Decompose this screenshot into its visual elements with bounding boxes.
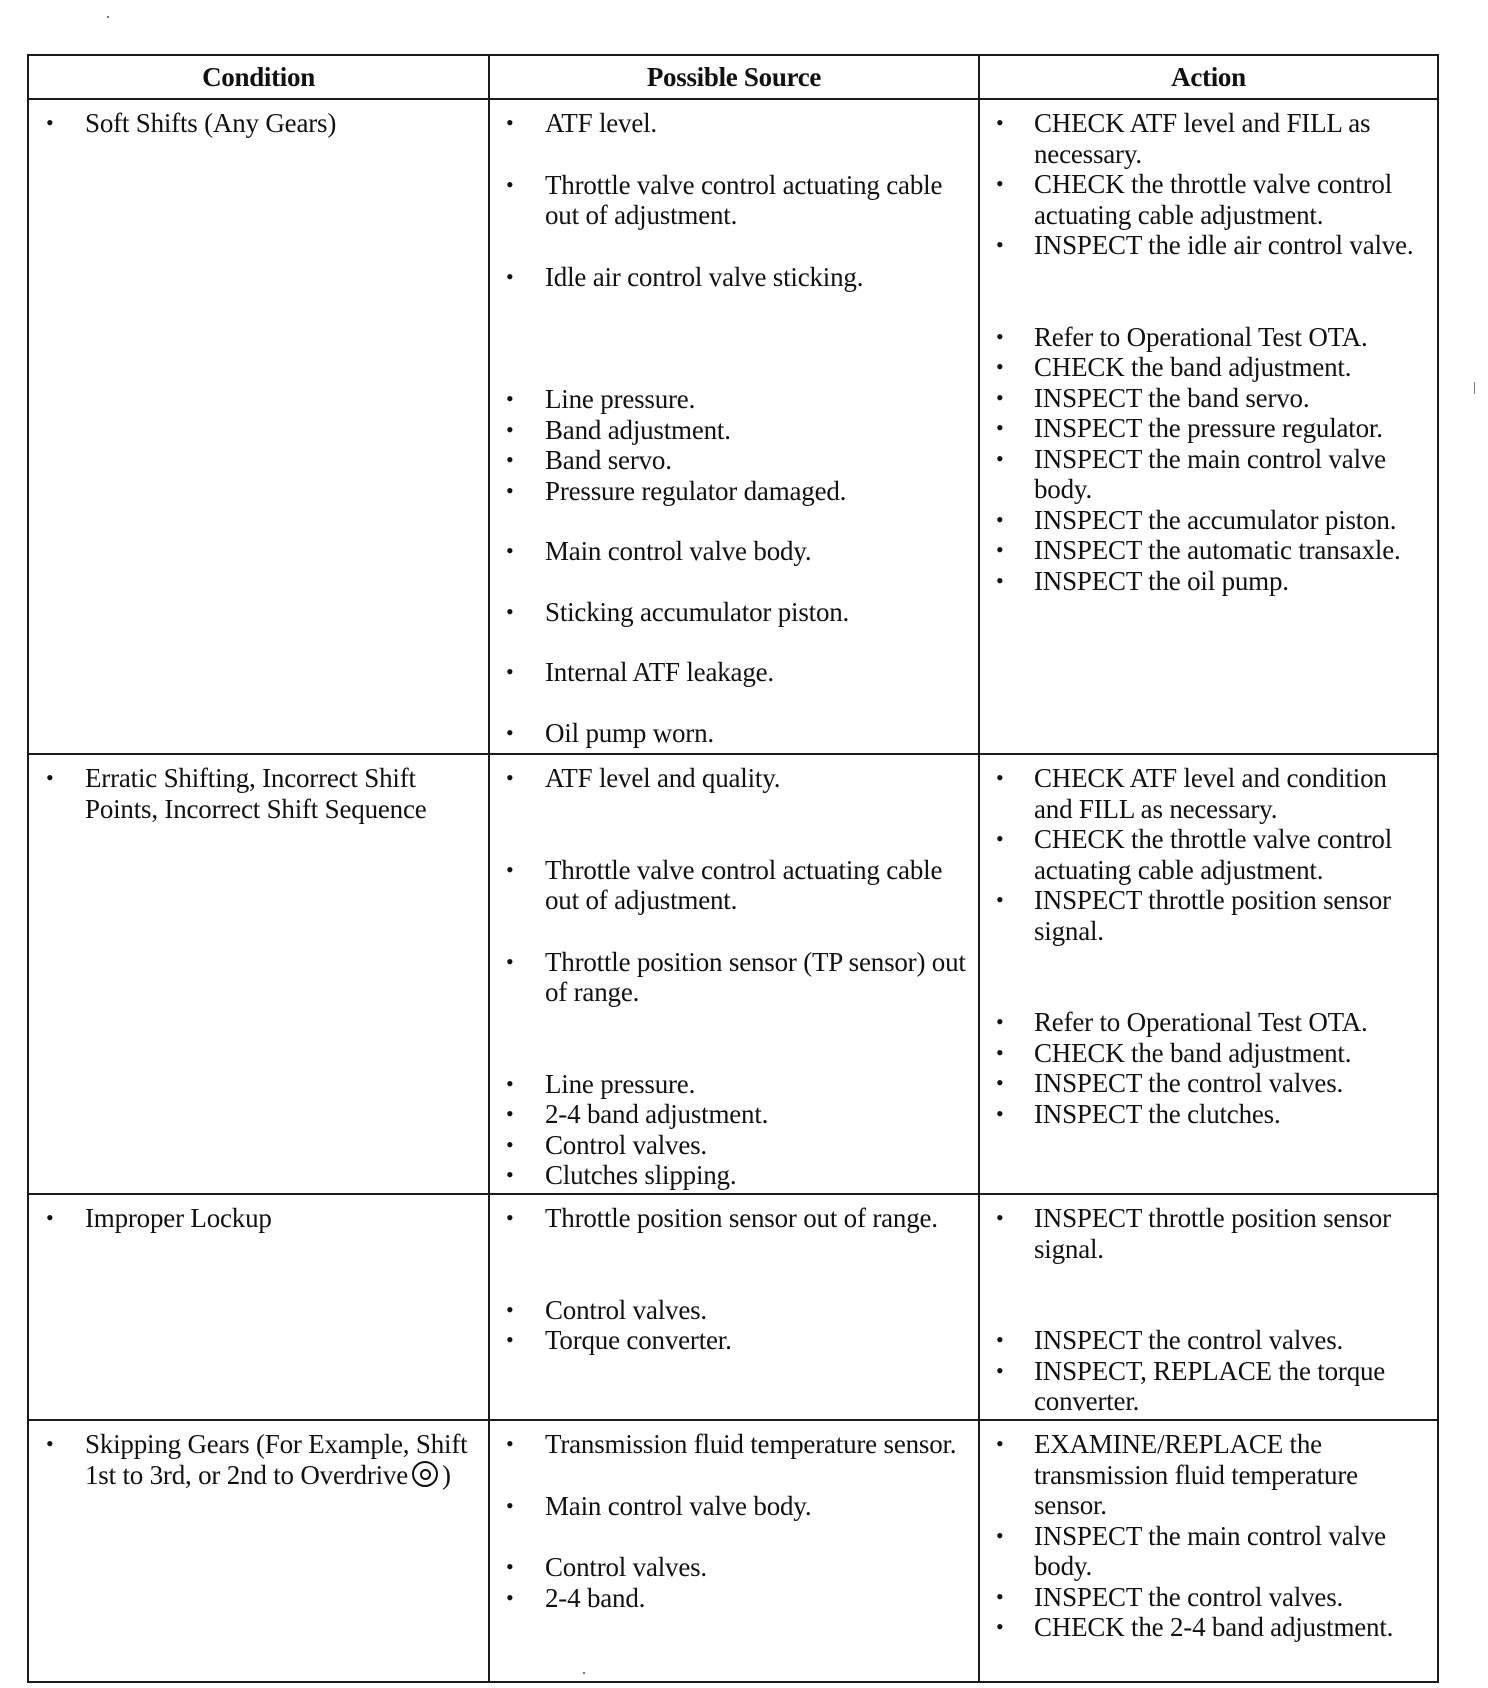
action-item (980, 1582, 1437, 1613)
bullet-icon: • (996, 1327, 1004, 1352)
source-text: ATF level and quality. (545, 763, 781, 793)
source-text: Torque converter. (545, 1325, 732, 1355)
action-text: INSPECT throttle position sensor signal. (1034, 885, 1391, 946)
bullet-icon: • (996, 415, 1004, 440)
action-cell (979, 754, 1438, 1194)
source-item (490, 1099, 978, 1130)
bullet-icon: • (996, 384, 1004, 410)
source-item (490, 1160, 978, 1191)
bullet-icon: • (506, 477, 514, 503)
action-text: INSPECT the control valves. (1034, 1325, 1344, 1355)
source-text: Pressure regulator damaged. (545, 475, 847, 506)
bullet-icon: • (996, 1583, 1004, 1609)
action-item (980, 1325, 1437, 1356)
action-text: INSPECT the clutches. (1034, 1098, 1281, 1129)
bullet-icon: • (506, 659, 514, 684)
bullet-icon: • (506, 538, 514, 563)
action-item (980, 413, 1437, 444)
source-text: Throttle position sensor out of range. (545, 1203, 938, 1233)
source-item (490, 597, 978, 628)
bullet-icon: • (506, 263, 514, 289)
source-item (490, 763, 978, 794)
bullet-icon: • (46, 1205, 54, 1230)
bullet-icon: • (506, 1431, 514, 1456)
bullet-icon: • (506, 1296, 514, 1322)
condition-text: Erratic Shifting, Incorrect Shift Points, Incorrect Shift Sequence (85, 763, 427, 824)
action-text: INSPECT the band servo. (1034, 382, 1310, 413)
bullet-icon: • (996, 445, 1004, 471)
bullet-icon: • (996, 1009, 1004, 1034)
bullet-icon: • (506, 447, 514, 472)
action-item (980, 1203, 1437, 1264)
bullet-icon: • (506, 110, 514, 135)
action-text: INSPECT the idle air control valve. (1034, 230, 1414, 260)
action-item (980, 352, 1437, 383)
source-item (490, 1491, 978, 1522)
action-cell (979, 99, 1438, 754)
source-item (490, 947, 978, 1008)
action-item (980, 505, 1437, 536)
action-text: CHECK ATF level and FILL as necessary. (1034, 108, 1371, 169)
bullet-icon: • (506, 171, 514, 197)
source-item (490, 718, 978, 749)
condition-text: Skipping Gears (For Example, Shift 1st to 3rd, or 2nd to Overdrive (85, 1429, 468, 1490)
source-item (490, 445, 978, 476)
bullet-icon: • (996, 826, 1004, 851)
scan-speck (107, 16, 109, 18)
scan-speck (1474, 382, 1475, 394)
source-text: Line pressure. (545, 1068, 696, 1099)
source-text: Main control valve body. (545, 1490, 812, 1521)
overdrive-circle-icon (412, 1461, 438, 1487)
condition-cell (28, 1420, 489, 1682)
bullet-icon: • (46, 1431, 54, 1456)
condition-cell (28, 754, 489, 1194)
action-text: INSPECT the oil pump. (1034, 565, 1289, 596)
bullet-icon: • (996, 323, 1004, 349)
scan-speck (583, 1672, 585, 1674)
action-text: INSPECT, REPLACE the torque converter. (1034, 1355, 1386, 1416)
condition-text: Improper Lockup (85, 1203, 272, 1233)
action-item (980, 383, 1437, 414)
bullet-icon: • (46, 110, 54, 135)
table-row (28, 1194, 1438, 1420)
action-text: CHECK the band adjustment. (1034, 1037, 1352, 1068)
header-condition: Condition (28, 55, 489, 99)
action-item (980, 108, 1437, 169)
action-text: CHECK the band adjustment. (1034, 352, 1352, 382)
bullet-icon: • (996, 567, 1004, 593)
action-text: INSPECT the main control valve body. (1034, 443, 1386, 504)
source-item (490, 1295, 978, 1326)
source-item (490, 1325, 978, 1356)
action-item (980, 444, 1437, 505)
bullet-icon: • (506, 1101, 514, 1126)
source-item (490, 476, 978, 507)
bullet-icon: • (506, 765, 514, 790)
action-text: INSPECT throttle position sensor signal. (1034, 1203, 1391, 1264)
condition-text: Soft Shifts (Any Gears) (85, 108, 337, 138)
source-text: Band adjustment. (545, 414, 731, 445)
action-item (980, 566, 1437, 597)
source-item (490, 1130, 978, 1161)
bullet-icon: • (506, 948, 514, 974)
source-text: 2-4 band adjustment. (545, 1099, 769, 1129)
source-item (490, 384, 978, 415)
source-item (490, 855, 978, 916)
source-text: Control valves. (545, 1294, 707, 1325)
bullet-icon: • (996, 887, 1004, 912)
source-text: Clutches slipping. (545, 1160, 737, 1190)
action-item (980, 1429, 1437, 1521)
diagnosis-table (27, 54, 1439, 1683)
action-cell (979, 1194, 1438, 1420)
action-item (980, 763, 1437, 824)
source-item (490, 1203, 978, 1234)
source-text: Idle air control valve sticking. (545, 261, 864, 292)
source-text: Control valves. (545, 1552, 707, 1582)
bullet-icon: • (996, 537, 1004, 562)
action-item (980, 1612, 1437, 1643)
condition-cell (28, 99, 489, 754)
bullet-icon: • (506, 1327, 514, 1352)
bullet-icon: • (996, 1522, 1004, 1548)
source-item (490, 262, 978, 293)
source-text: Throttle valve control actuating cable out of adjustment. (545, 169, 943, 230)
source-text: Band servo. (545, 445, 672, 475)
bullet-icon: • (506, 1205, 514, 1230)
bullet-icon: • (506, 856, 514, 882)
action-item (980, 230, 1437, 261)
source-text: Main control valve body. (545, 536, 812, 566)
bullet-icon: • (996, 171, 1004, 196)
source-text: Throttle position sensor (TP sensor) out of range. (545, 946, 966, 1007)
action-cell (979, 1420, 1438, 1682)
action-item (980, 1099, 1437, 1130)
bullet-icon: • (996, 506, 1004, 532)
action-item (980, 1356, 1437, 1417)
action-item (980, 1068, 1437, 1099)
bullet-icon: • (506, 1554, 514, 1579)
action-item (980, 824, 1437, 885)
bullet-icon: • (46, 765, 54, 790)
action-text: CHECK the 2-4 band adjustment. (1034, 1612, 1394, 1642)
bullet-icon: • (996, 1205, 1004, 1230)
header-row (28, 55, 1438, 99)
action-text: Refer to Operational Test OTA. (1034, 1007, 1368, 1037)
source-item (490, 1069, 978, 1100)
bullet-icon: • (506, 1492, 514, 1518)
source-text: Internal ATF leakage. (545, 657, 774, 687)
source-cell (489, 1420, 979, 1682)
header-possible-source: Possible Source (489, 55, 979, 99)
source-text: Line pressure. (545, 384, 696, 414)
action-text: EXAMINE/REPLACE the transmission fluid temperature sensor. (1034, 1429, 1358, 1520)
action-text: CHECK ATF level and condition and FILL as necessary. (1034, 763, 1387, 824)
bullet-icon: • (996, 1070, 1004, 1095)
source-item (490, 1552, 978, 1583)
source-item (490, 1583, 978, 1614)
bullet-icon: • (506, 1162, 514, 1187)
source-text: Control valves. (545, 1129, 707, 1160)
action-item (980, 1038, 1437, 1069)
bullet-icon: • (506, 719, 514, 745)
action-text: CHECK the throttle valve control actuating cable adjustment. (1034, 169, 1393, 230)
bullet-icon: • (996, 1431, 1004, 1456)
source-cell (489, 754, 979, 1194)
source-text: Sticking accumulator piston. (545, 596, 850, 627)
source-item (490, 536, 978, 567)
action-item (980, 535, 1437, 566)
action-item (980, 1007, 1437, 1038)
condition-cell (28, 1194, 489, 1420)
action-item (980, 1521, 1437, 1582)
source-item (490, 415, 978, 446)
action-text: INSPECT the accumulator piston. (1034, 504, 1397, 535)
condition-text-end: ) (442, 1459, 451, 1490)
action-text: INSPECT the control valves. (1034, 1068, 1344, 1098)
source-text: Transmission fluid temperature sensor. (545, 1429, 957, 1459)
bullet-icon: • (506, 416, 514, 442)
condition-item (29, 1203, 488, 1234)
source-item (490, 108, 978, 139)
bullet-icon: • (996, 110, 1004, 135)
bullet-icon: • (996, 765, 1004, 790)
action-item (980, 885, 1437, 946)
bullet-icon: • (506, 598, 514, 624)
action-item (980, 322, 1437, 353)
source-text: Oil pump worn. (545, 717, 714, 748)
action-item (980, 169, 1437, 230)
source-cell (489, 1194, 979, 1420)
bullet-icon: • (506, 1584, 514, 1610)
bullet-icon: • (996, 1039, 1004, 1065)
source-item (490, 657, 978, 688)
action-text: INSPECT the pressure regulator. (1034, 413, 1383, 443)
action-text: INSPECT the main control valve body. (1034, 1520, 1386, 1581)
bullet-icon: • (996, 354, 1004, 379)
action-text: CHECK the throttle valve control actuating cable adjustment. (1034, 824, 1393, 885)
source-text: Throttle valve control actuating cable out of adjustment. (545, 854, 943, 915)
action-text: INSPECT the automatic transaxle. (1034, 535, 1401, 565)
header-action: Action (979, 55, 1438, 99)
condition-item (29, 108, 488, 139)
source-text: 2-4 band. (545, 1582, 646, 1613)
source-cell (489, 99, 979, 754)
bullet-icon: • (506, 1070, 514, 1096)
table-row (28, 1420, 1438, 1682)
bullet-icon: • (996, 1614, 1004, 1639)
bullet-icon: • (996, 232, 1004, 257)
table-row (28, 754, 1438, 1194)
source-item (490, 1429, 978, 1460)
table-row (28, 99, 1438, 754)
bullet-icon: • (506, 386, 514, 411)
source-item (490, 170, 978, 231)
bullet-icon: • (506, 1131, 514, 1157)
condition-item (29, 1429, 488, 1490)
bullet-icon: • (996, 1357, 1004, 1383)
condition-item (29, 763, 488, 824)
action-text: INSPECT the control valves. (1034, 1581, 1344, 1612)
source-text: ATF level. (545, 108, 657, 138)
action-text: Refer to Operational Test OTA. (1034, 321, 1368, 352)
bullet-icon: • (996, 1100, 1004, 1126)
